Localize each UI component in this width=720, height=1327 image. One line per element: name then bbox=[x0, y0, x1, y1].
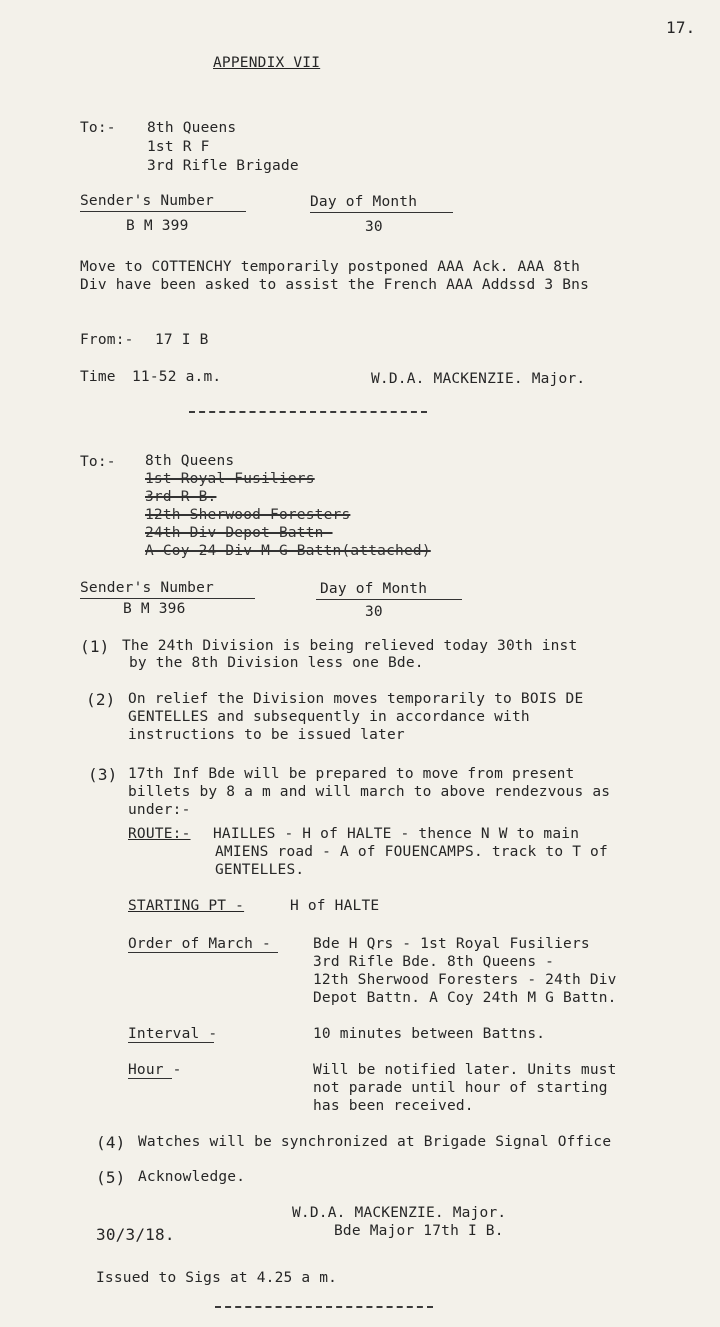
underline-rule bbox=[128, 952, 278, 953]
paragraph-number: (4) bbox=[96, 1133, 126, 1152]
day-of-month-label: Day of Month bbox=[310, 194, 418, 210]
signature: W.D.A. MACKENZIE. Major. bbox=[292, 1205, 507, 1221]
hour-line: Will be notified later. Units must bbox=[313, 1062, 617, 1078]
underline-rule bbox=[128, 1042, 214, 1043]
day-of-month-value: 30 bbox=[365, 219, 383, 235]
paragraph-number: (3) bbox=[88, 765, 118, 784]
order-of-march-line: Bde H Qrs - 1st Royal Fusiliers bbox=[313, 936, 590, 952]
interval-value: 10 minutes between Battns. bbox=[313, 1026, 546, 1042]
recipient-struck: 24th-Div-Depot-Battn- bbox=[145, 525, 333, 541]
paragraph-line: GENTELLES and subsequently in accordance with bbox=[128, 709, 530, 725]
paragraph-line: Acknowledge. bbox=[138, 1169, 246, 1185]
paragraph-number: (5) bbox=[96, 1168, 126, 1187]
page-number: 17. bbox=[666, 18, 696, 37]
time-label: Time bbox=[80, 369, 116, 385]
from-label: From:- bbox=[80, 332, 134, 348]
starting-point-value: H of HALTE bbox=[290, 898, 380, 914]
signature-title: Bde Major 17th I B. bbox=[334, 1223, 504, 1239]
route-label: ROUTE:- bbox=[128, 826, 191, 842]
recipient-struck: 3rd-R-B. bbox=[145, 489, 217, 505]
paragraph-line: instructions to be issued later bbox=[128, 727, 405, 743]
hour-line: has been received. bbox=[313, 1098, 474, 1114]
recipient-struck: A-Coy-24-Div-M-G-Battn(attached) bbox=[145, 543, 431, 559]
from-value: 17 I B bbox=[155, 332, 209, 348]
route-line: AMIENS road - A of FOUENCAMPS. track to T of bbox=[215, 844, 608, 860]
day-of-month-value: 30 bbox=[365, 604, 383, 620]
paragraph-line: On relief the Division moves temporarily to BOIS DE bbox=[128, 691, 584, 707]
recipient-struck: 1st-Royal-Fusiliers bbox=[145, 471, 315, 487]
interval-label: Interval - bbox=[128, 1026, 218, 1042]
paragraph-line: billets by 8 a m and will march to above rendezvous as bbox=[128, 784, 611, 800]
time-value: 11-52 a.m. bbox=[132, 369, 222, 385]
order-of-march-line: Depot Battn. A Coy 24th M G Battn. bbox=[313, 990, 617, 1006]
message-body-line: Move to COTTENCHY temporarily postponed AAA Ack. AAA 8th bbox=[80, 259, 581, 275]
sender-number-value: B M 399 bbox=[126, 218, 189, 234]
hour-label: Hour - bbox=[128, 1062, 182, 1078]
senders-number-label: Sender's Number bbox=[80, 193, 214, 209]
paragraph-number: (2) bbox=[86, 690, 116, 709]
to-label: To:- bbox=[80, 120, 116, 136]
hour-line: not parade until hour of starting bbox=[313, 1080, 608, 1096]
paragraph-line: by the 8th Division less one Bde. bbox=[129, 655, 424, 671]
message-body-line: Div have been asked to assist the French AAA Addssd 3 Bns bbox=[80, 277, 589, 293]
underline-rule bbox=[80, 598, 255, 599]
to-label: To:- bbox=[80, 454, 116, 470]
recipient: 8th Queens bbox=[145, 453, 235, 469]
order-of-march-line: 12th Sherwood Foresters - 24th Div bbox=[313, 972, 617, 988]
page-title: APPENDIX VII bbox=[213, 55, 321, 71]
paragraph-number: (1) bbox=[80, 637, 110, 656]
separator-rule bbox=[189, 411, 427, 413]
signature: W.D.A. MACKENZIE. Major. bbox=[371, 371, 586, 387]
recipient-struck: 12th-Sherwood-Foresters bbox=[145, 507, 351, 523]
recipient: 3rd Rifle Brigade bbox=[147, 158, 299, 174]
senders-number-label: Sender's Number bbox=[80, 580, 214, 596]
paragraph-line: The 24th Division is being relieved today 30th inst bbox=[122, 638, 578, 654]
underline-rule bbox=[310, 212, 453, 213]
route-line: HAILLES - H of HALTE - thence N W to main bbox=[213, 826, 580, 842]
order-of-march-line: 3rd Rifle Bde. 8th Queens - bbox=[313, 954, 555, 970]
date: 30/3/18. bbox=[96, 1225, 175, 1244]
underline-rule bbox=[80, 211, 246, 212]
underline-rule bbox=[316, 599, 462, 600]
issued-note: Issued to Sigs at 4.25 a m. bbox=[96, 1270, 338, 1286]
day-of-month-label: Day of Month bbox=[320, 581, 428, 597]
sender-number-value: B M 396 bbox=[123, 601, 186, 617]
separator-rule bbox=[215, 1306, 433, 1308]
underline-rule bbox=[128, 1078, 172, 1079]
paragraph-line: 17th Inf Bde will be prepared to move from present bbox=[128, 766, 575, 782]
recipient: 1st R F bbox=[147, 139, 210, 155]
paragraph-line: Watches will be synchronized at Brigade Signal Office bbox=[138, 1134, 612, 1150]
order-of-march-label: Order of March - bbox=[128, 936, 271, 952]
paragraph-line: under:- bbox=[128, 802, 191, 818]
starting-point-label: STARTING PT - bbox=[128, 898, 245, 914]
recipient: 8th Queens bbox=[147, 120, 237, 136]
route-line: GENTELLES. bbox=[215, 862, 305, 878]
